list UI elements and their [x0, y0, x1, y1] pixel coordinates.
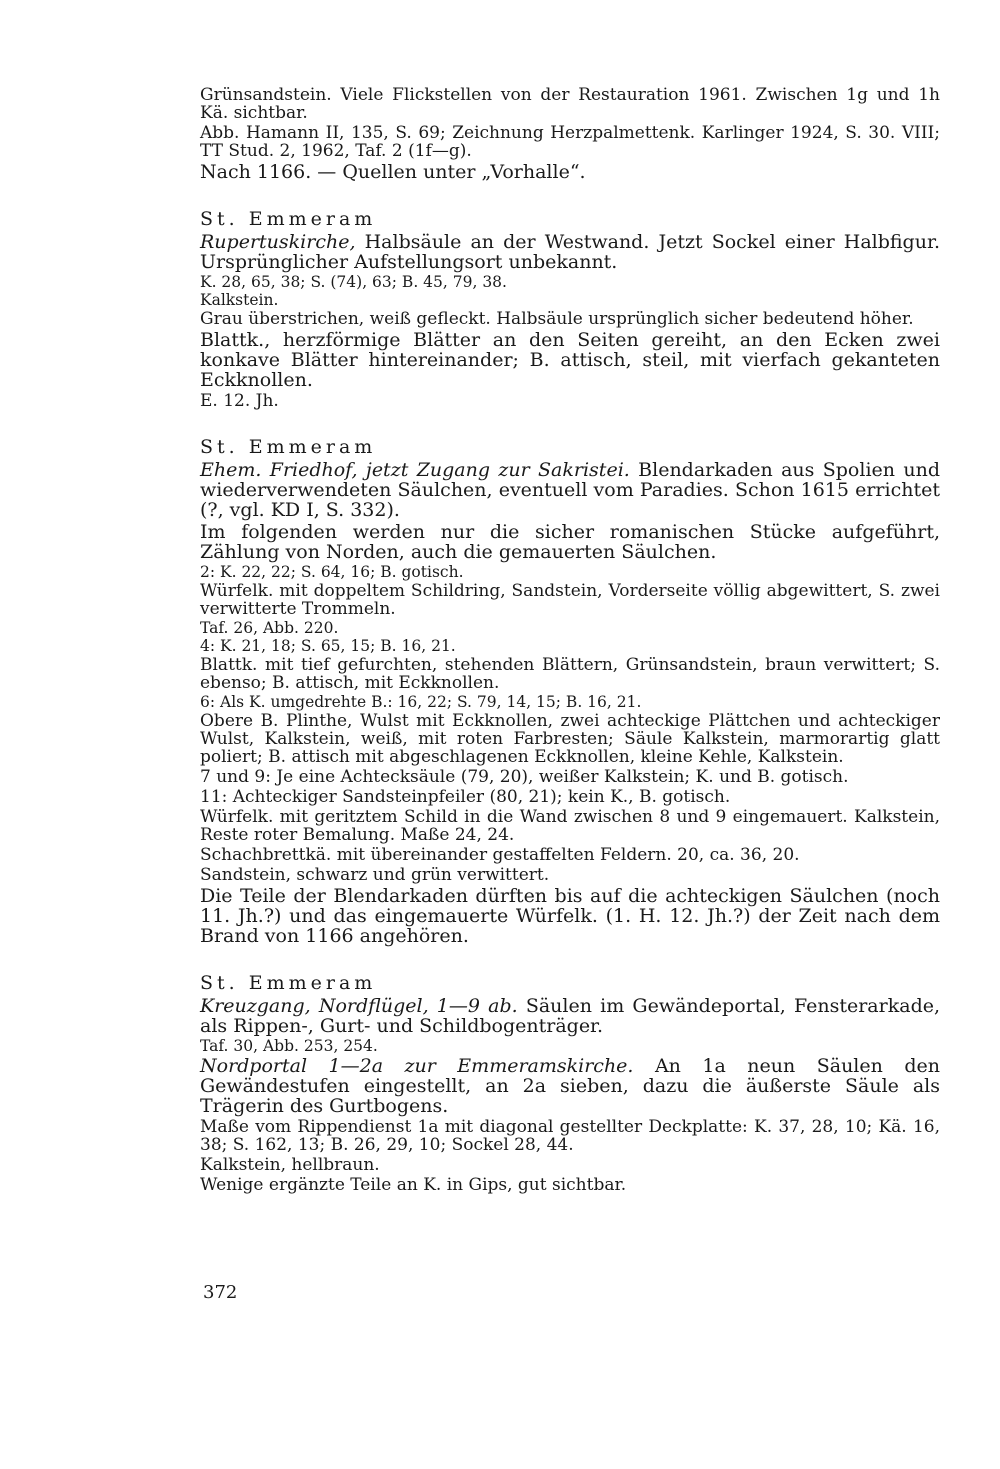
- text-paragraph: [200, 1156, 940, 1174]
- paragraph-text: Nach 1166. — Quellen unter „Vorhalle“.: [200, 161, 586, 183]
- text-paragraph: [200, 392, 940, 410]
- text-paragraph: [200, 1056, 940, 1116]
- text-paragraph: [200, 638, 940, 654]
- paragraph-text: K. 28, 65, 38; S. (74), 63; B. 45, 79, 38.: [200, 273, 507, 291]
- paragraph-text: Die Teile der Blendarkaden dürften bis auf die achteckigen Säulchen (noch 11. Jh.?) und das eingemauerte Würfelk. (1. H. 12. Jh.?) der Zeit nach dem Brand von 1166 angehören.: [200, 885, 940, 947]
- text-paragraph: [200, 808, 940, 844]
- paragraph-text: Maße vom Rippendienst 1a mit diagonal gestellter Deckplatte: K. 37, 28, 10; Kä. 16, 38; S. 162, 13; B. 26, 29, 10; Sockel 28, 44.: [200, 1117, 940, 1155]
- paragraph-text: Kalkstein, hellbraun.: [200, 1155, 380, 1175]
- text-paragraph: [200, 564, 940, 580]
- paragraph-text: E. 12. Jh.: [200, 391, 279, 411]
- entry-heading-1: St. Emmeram: [200, 208, 377, 230]
- paragraph-text: Taf. 30, Abb. 253, 254.: [200, 1037, 378, 1055]
- paragraph-text: Halbsäule an der Westwand. Jetzt Sockel einer Halbfigur. Ursprünglicher Aufstellungsort unbekannt.: [200, 231, 940, 273]
- paragraph-text: Würfelk. mit doppeltem Schildring, Sandstein, Vorderseite völlig abgewittert, S. zwei verwitterte Trommeln.: [200, 581, 940, 619]
- paragraph-text: 6: Als K. umgedrehte B.: 16, 22; S. 79, 14, 15; B. 16, 21.: [200, 693, 642, 711]
- text-paragraph: [200, 996, 940, 1036]
- entry-heading-3: St. Emmeram: [200, 972, 377, 994]
- paragraph-text: Säulen im Gewändeportal, Fensterarkade, als Rippen-, Gurt- und Schildbogenträger.: [200, 995, 941, 1037]
- text-paragraph: [200, 292, 940, 308]
- text-paragraph: [200, 310, 940, 328]
- text-paragraph: [200, 788, 940, 806]
- paragraph-text: Abb. Hamann II, 135, S. 69; Zeichnung Herzpalmettenk. Karlinger 1924, S. 30. VIII; TT Stud. 2, 1962, Taf. 2 (1f—g).: [200, 123, 940, 161]
- paragraph-text: Obere B. Plinthe, Wulst mit Eckknollen, zwei achteckige Plättchen und achteckiger Wulst, Kalkstein, weiß, mit roten Farbresten; Säule Kalkstein, marmorartig glatt poliert; B. attisch mit abgeschlagenen Eckknollen, kleine Kehle, Kalkstein.: [200, 711, 940, 767]
- text-paragraph: [200, 712, 940, 766]
- paragraph-text: Grünsandstein. Viele Flickstellen von der Restauration 1961. Zwischen 1g und 1h Kä. sichtbar.: [200, 85, 940, 123]
- paragraph-text: Sandstein, schwarz und grün verwittert.: [200, 865, 550, 885]
- text-paragraph: [200, 620, 940, 636]
- text-paragraph: [200, 694, 940, 710]
- text-paragraph: [200, 274, 940, 290]
- text-paragraph: [200, 522, 940, 562]
- text-paragraph: [200, 1176, 940, 1194]
- paragraph-text: Kalkstein.: [200, 291, 279, 309]
- paragraph-text: 2: K. 22, 22; S. 64, 16; B. gotisch.: [200, 563, 464, 581]
- page-number: 372: [203, 1282, 238, 1303]
- paragraph-text: Würfelk. mit geritztem Schild in die Wand zwischen 8 und 9 eingemauert. Kalkstein, Reste roter Bemalung. Maße 24, 24.: [200, 807, 940, 845]
- text-paragraph: [200, 886, 940, 946]
- text-paragraph: [200, 86, 940, 122]
- paragraph-text: An 1a neun Säulen den Gewändestufen eingestellt, an 2a sieben, dazu die äußerste Säule als Trägerin des Gurtbogens.: [200, 1055, 940, 1117]
- paragraph-text: 11: Achteckiger Sandsteinpfeiler (80, 21); kein K., B. gotisch.: [200, 787, 731, 807]
- page-body: [200, 86, 940, 1194]
- text-paragraph: [200, 846, 940, 864]
- paragraph-text: Schachbrettkä. mit übereinander gestaffelten Feldern. 20, ca. 36, 20.: [200, 845, 800, 865]
- location-italic: Rupertuskirche,: [200, 231, 356, 253]
- paragraph-text: 4: K. 21, 18; S. 65, 15; B. 16, 21.: [200, 637, 456, 655]
- entry-heading-2: St. Emmeram: [200, 436, 377, 458]
- location-italic: Nordportal 1—2a zur Emmeramskirche.: [200, 1055, 634, 1077]
- text-paragraph: [200, 582, 940, 618]
- text-paragraph: [200, 866, 940, 884]
- location-italic: Ehem. Friedhof, jetzt Zugang zur Sakristei.: [200, 459, 630, 481]
- paragraph-text: Grau überstrichen, weiß gefleckt. Halbsäule ursprünglich sicher bedeutend höher.: [200, 309, 914, 329]
- text-paragraph: [200, 1038, 940, 1054]
- paragraph-text: Taf. 26, Abb. 220.: [200, 619, 339, 637]
- text-paragraph: [200, 124, 940, 160]
- location-italic: Kreuzgang, Nordflügel, 1—9 ab.: [200, 995, 518, 1017]
- text-paragraph: [200, 768, 940, 786]
- text-paragraph: [200, 232, 940, 272]
- paragraph-text: 7 und 9: Je eine Achtecksäule (79, 20), weißer Kalkstein; K. und B. gotisch.: [200, 767, 849, 787]
- text-paragraph: [200, 1118, 940, 1154]
- text-paragraph: [200, 162, 940, 182]
- text-paragraph: [200, 330, 940, 390]
- text-paragraph: [200, 656, 940, 692]
- paragraph-text: Blendarkaden aus Spolien und wiederverwendeten Säulchen, eventuell vom Paradies. Schon 1615 errichtet (?, vgl. KD I, S. 332).: [200, 459, 940, 521]
- paragraph-text: Im folgenden werden nur die sicher romanischen Stücke aufgeführt, Zählung von Norden, auch die gemauerten Säulchen.: [200, 521, 940, 563]
- paragraph-text: Blattk. mit tief gefurchten, stehenden Blättern, Grünsandstein, braun verwittert; S. ebenso; B. attisch, mit Eckknollen.: [200, 655, 940, 693]
- paragraph-text: Wenige ergänzte Teile an K. in Gips, gut sichtbar.: [200, 1175, 627, 1195]
- text-paragraph: [200, 460, 940, 520]
- paragraph-text: Blattk., herzförmige Blätter an den Seiten gereiht, an den Ecken zwei konkave Blätter hintereinander; B. attisch, steil, mit vierfach gekanteten Eckknollen.: [200, 329, 940, 391]
